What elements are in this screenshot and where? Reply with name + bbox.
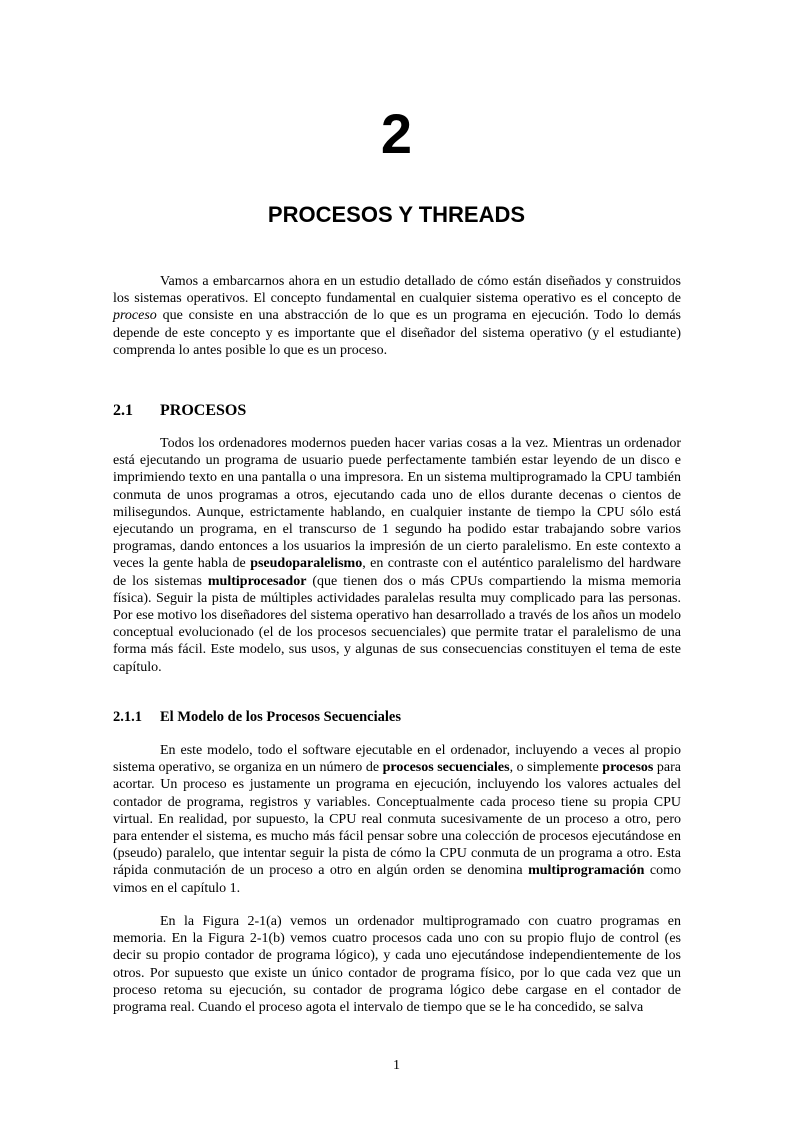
text-run: , en contraste con el auténtico paralelismo del hardware de los sistemas [113, 556, 681, 589]
chapter-number: 2 [380, 102, 413, 165]
intro-text-b: que consiste en una abstracción de lo que es un programa en ejecución. Todo lo demás depende de este concepto y es importante que el diseñador del sistema operativo (y el estudiante) comprenda lo antes posible lo que es un proceso. [113, 308, 681, 358]
text-run: , o simplemente [509, 760, 603, 776]
section-2-1-body [113, 435, 681, 676]
term-multiprogramacion: multiprogramación [528, 863, 645, 879]
section-title: PROCESOS [160, 402, 247, 419]
term-multiprocesador: multiprocesador [207, 573, 307, 589]
section-2-1-1-paragraph-2: En la Figura 2-1(a) vemos un ordenador multiprogramado con cuatro programas en memoria. En la Figura 2-1(b) vemos cuatro procesos cada uno con su propio flujo de control (es decir su propio contador de programa lógico), y cada uno ejecutándose independientemente de los otros. Por supuesto que existe un único contador de programa físico, por lo que cada vez que un proceso retoma su ejecución, su contador de programa lógico debe cargase en el contador de programa real. Cuando el proceso agota el intervalo de tiempo que se le ha concedido, se salva [113, 914, 681, 1016]
text-run: (que tienen dos o más CPUs compartiendo la misma memoria física). Seguir la pista de múltiples actividades paralelas resulta muy complicado para las personas. Por ese motivo los diseñadores del sistema operativo han desarrollado a través de los años un modelo conceptual evolucionado (el de los procesos secuenciales) que permite tratar el paralelismo de una forma más fácil. Este modelo, sus usos, y algunas de sus consecuencias constituyen el tema de este capítulo. [113, 573, 681, 675]
subsection-number: 2.1.1 [113, 709, 142, 725]
page-number: 1 [393, 1058, 400, 1073]
text-run: Todos los ordenadores modernos pueden hacer varias cosas a la vez. Mientras un ordenador está ejecutando un programa de usuario puede perfectamente también estar leyendo de un disco e imprimiendo texto en una pantalla o una impresora. En un sistema multiprogramado la CPU también conmuta de unos programas a otros, ejecutando cada uno de ellos durante decenas o cientos de milisegundos. Aunque, estrictamente hablando, en cualquier instante de tiempo la CPU sólo está ejecutando un programa, en el transcurso de 1 segundo ha podido estar trabajando sobre varios programas, dando entonces a los usuarios la impresión de un cierto paralelismo. En este contexto a veces la gente habla de [113, 436, 681, 572]
term-pseudoparalelismo: pseudoparalelismo [250, 556, 363, 572]
section-heading-2-1-1 [113, 708, 681, 726]
text-run: para acortar. Un proceso es justamente un programa en ejecución, incluyendo los valores actuales del contador de programa, registros y variables. Conceptualmente cada proceso tiene su propia CPU virtual. En realidad, por supuesto, la CPU real conmuta sucesivamente de un proceso a otro, pero para entender el sistema, es mucho más fácil pensar sobre una colección de procesos ejecutándose en (pseudo) paralelo, que intentar seguir la pista de cómo la CPU conmuta de un programa a otro. Esta rápida conmutación de un proceso a otro en algún orden se denomina [113, 760, 682, 879]
text-run: como vimos en el capítulo 1. [113, 863, 682, 896]
section-number: 2.1 [113, 402, 133, 419]
section-2-1-paragraph [113, 435, 681, 676]
section-2-1-1-body-2 [113, 913, 681, 1016]
intro-text-a: Vamos a embarcarnos ahora en un estudio detallado de cómo están diseñados y construidos los sistemas operativos. El concepto fundamental en cualquier sistema operativo es el concepto de [113, 274, 681, 307]
intro-paragraph-block [113, 273, 681, 359]
intro-paragraph [113, 273, 681, 359]
subsection-title: El Modelo de los Procesos Secuenciales [160, 709, 401, 725]
section-2-1-1-body [113, 742, 681, 897]
section-heading-2-1 [113, 401, 681, 421]
section-2-1-1-paragraph-1 [113, 742, 681, 897]
intro-emphasis-proceso: proceso [113, 308, 157, 324]
text-run: En este modelo, todo el software ejecutable en el ordenador, incluyendo a veces al propio sistema operativo, se organiza en un número de [113, 743, 681, 776]
term-procesos: procesos [602, 760, 654, 776]
chapter-title: PROCESOS Y THREADS [267, 202, 526, 227]
term-procesos-secuenciales: procesos secuenciales [382, 760, 510, 776]
